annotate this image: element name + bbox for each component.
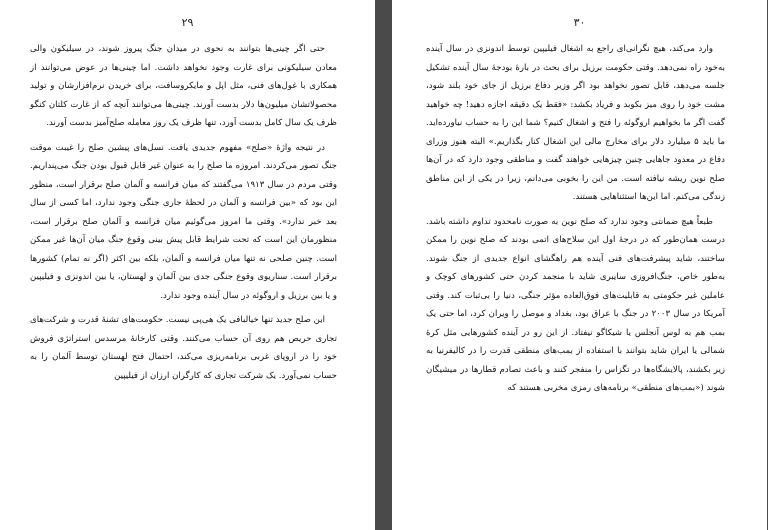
paragraph: طبعاً هیچ ضمانتی وجود ندارد که صلح نوین به صورت نامحدود تداوم داشته باشد. درست همان‌طور که در درجهٔ اول این سلاح‌های اتمی بودند که صلح نوین را ممکن ساختند، شاید پیشرفت‌های فنی آینده هم راهگشای انواع جدیدی از جنگ شوند. به‌طور خاص، جنگ‌افروزی سایبری شاید با منجمد کردن حتی کشورهای کوچک و عاملین غیر حکومتی به قابلیت‌های فوق‌العاده مؤثر جنگی، دنیا را بی‌ثبات کند. وقتی آمریکا در سال ۲۰۰۳ در جنگ با عراق بود، بغداد و موصل را ویران کرد، اما حتی یک بمب هم به لوس آنجلس یا شیکاگو نیفتاد. از این رو در آینده کشورهایی مثل کرهٔ شمالی یا ایران شاید بتوانند با استفاده از بمب‌های منطقی قدرت را در کالیفرنیا به زیر بکشند، پالایشگاه‌ها در تگزاس را منفجر کنند و باعث تصادم قطارها در میشیگان شوند («بمب‌های منطقی» برنامه‌های رمزی مخربی هستند که (426, 216, 725, 393)
page-body (426, 40, 725, 404)
page-number: ۲۹ (181, 16, 194, 29)
paragraph: حتی اگر چینی‌ها بتوانند به نحوی در میدان جنگ پیروز شوند، در سیلیکون والی معادن سیلیکونی برای غارت وجود نخواهد داشت. اما چینی‌ها در عوض می‌توانند از همکاری با غول‌های فنی، مثل اپل و مایکروسافت، برای خریدن نرم‌افزارشان و تولید محصولاتشان میلیون‌ها دلار بدست آورند. چینی‌ها می‌توانند آنچه که از غارت کلتان کنگو ظرف یک سال کامل بدست آورد، تنها ظرف یک روز معامله صلح‌آمیز بدست آورند. (30, 44, 337, 128)
left-page (0, 0, 375, 530)
paragraph: وارد می‌کند، هیچ نگرانی‌ای راجع به اشغال فیلیپین توسط اندونزی در سال آینده به‌خود راه نمی‌دهد. وقتی حکومت برزیل برای بحث در بارهٔ بودجهٔ سال آینده تشکیل جلسه می‌دهد، قابل تصور نخواهد بود اگر وزیر دفاع برزیل از جای خود بلند شود، مشت خود را روی میز بکوبد و فریاد بکشد: «فقط یک دقیقه اجازه دهید! چه خواهید گفت اگر ما بخواهیم اروگوئه را فتح و اشغال کنیم؟ شما این را به حساب نیاورده‌اید. ما باید ۵ میلیارد دلار برای مخارج مالی این اشغال کنار بگذاریم.» البته هنوز وزرای دفاع در معدود جاهایی چنین چیزهایی خواهند گفت و مناطقی وجود دارد که در آن‌ها صلح نوین ریشه نیافته است. من این را بخوبی می‌دانم، زیرا در یکی از این مناطق زندگی می‌کنم. اما این‌ها استثناهایی هستند. (426, 44, 725, 202)
right-page (392, 0, 767, 530)
page-body (30, 40, 337, 391)
page-number: ۳۰ (573, 16, 586, 29)
paragraph: در نتیجه واژهٔ «صلح» مفهوم جدیدی یافت. نسل‌های پیشین صلح را غیبت موقت جنگ تصور می‌کردند. امروزه ما صلح را به عنوان غیر قابل قبول بودن جنگ می‌پنداریم. وقتی مردم در سال ۱۹۱۳ می‌گفتند که میان فرانسه و آلمان صلح برقرار است، منظور این بود که «بین فرانسه و آلمان در لحظهٔ جاری جنگی وجود ندارد، اما کسی از سال بعد خبر ندارد». وقتی ما امروز می‌گوئیم میان فرانسه و آلمان صلح برقرار است، منظورمان این است که تحت شرایط قابل پیش بینی وقوع جنگ میان آن‌ها غیر ممکن است. چنین صلحی نه تنها میان فرانسه و آلمان، بلکه بین اکثر (اگر نه تمام) کشورها برقرار است. سناریوی وقوع جنگی جدی بین آلمان و لهستان، یا بین اندونزی و فیلیپین و یا بین برزیل و اروگوئه در سال آینده وجود ندارد. (30, 142, 337, 301)
paragraph: این صلح جدید تنها خیالبافی یک هی‌پی نیست. حکومت‌های تشنهٔ قدرت و شرکت‌های تجاری حریص هم روی آن حساب می‌کنند. وقتی کارخانهٔ مرسدس استراتژی فروش خود را در اروپای غربی برنامه‌ریزی می‌کند، احتمال فتح لهستان توسط آلمان را به حساب نمی‌آورد. یک شرکت تجاری که کارگران ارزان از فیلیپین (30, 315, 337, 381)
